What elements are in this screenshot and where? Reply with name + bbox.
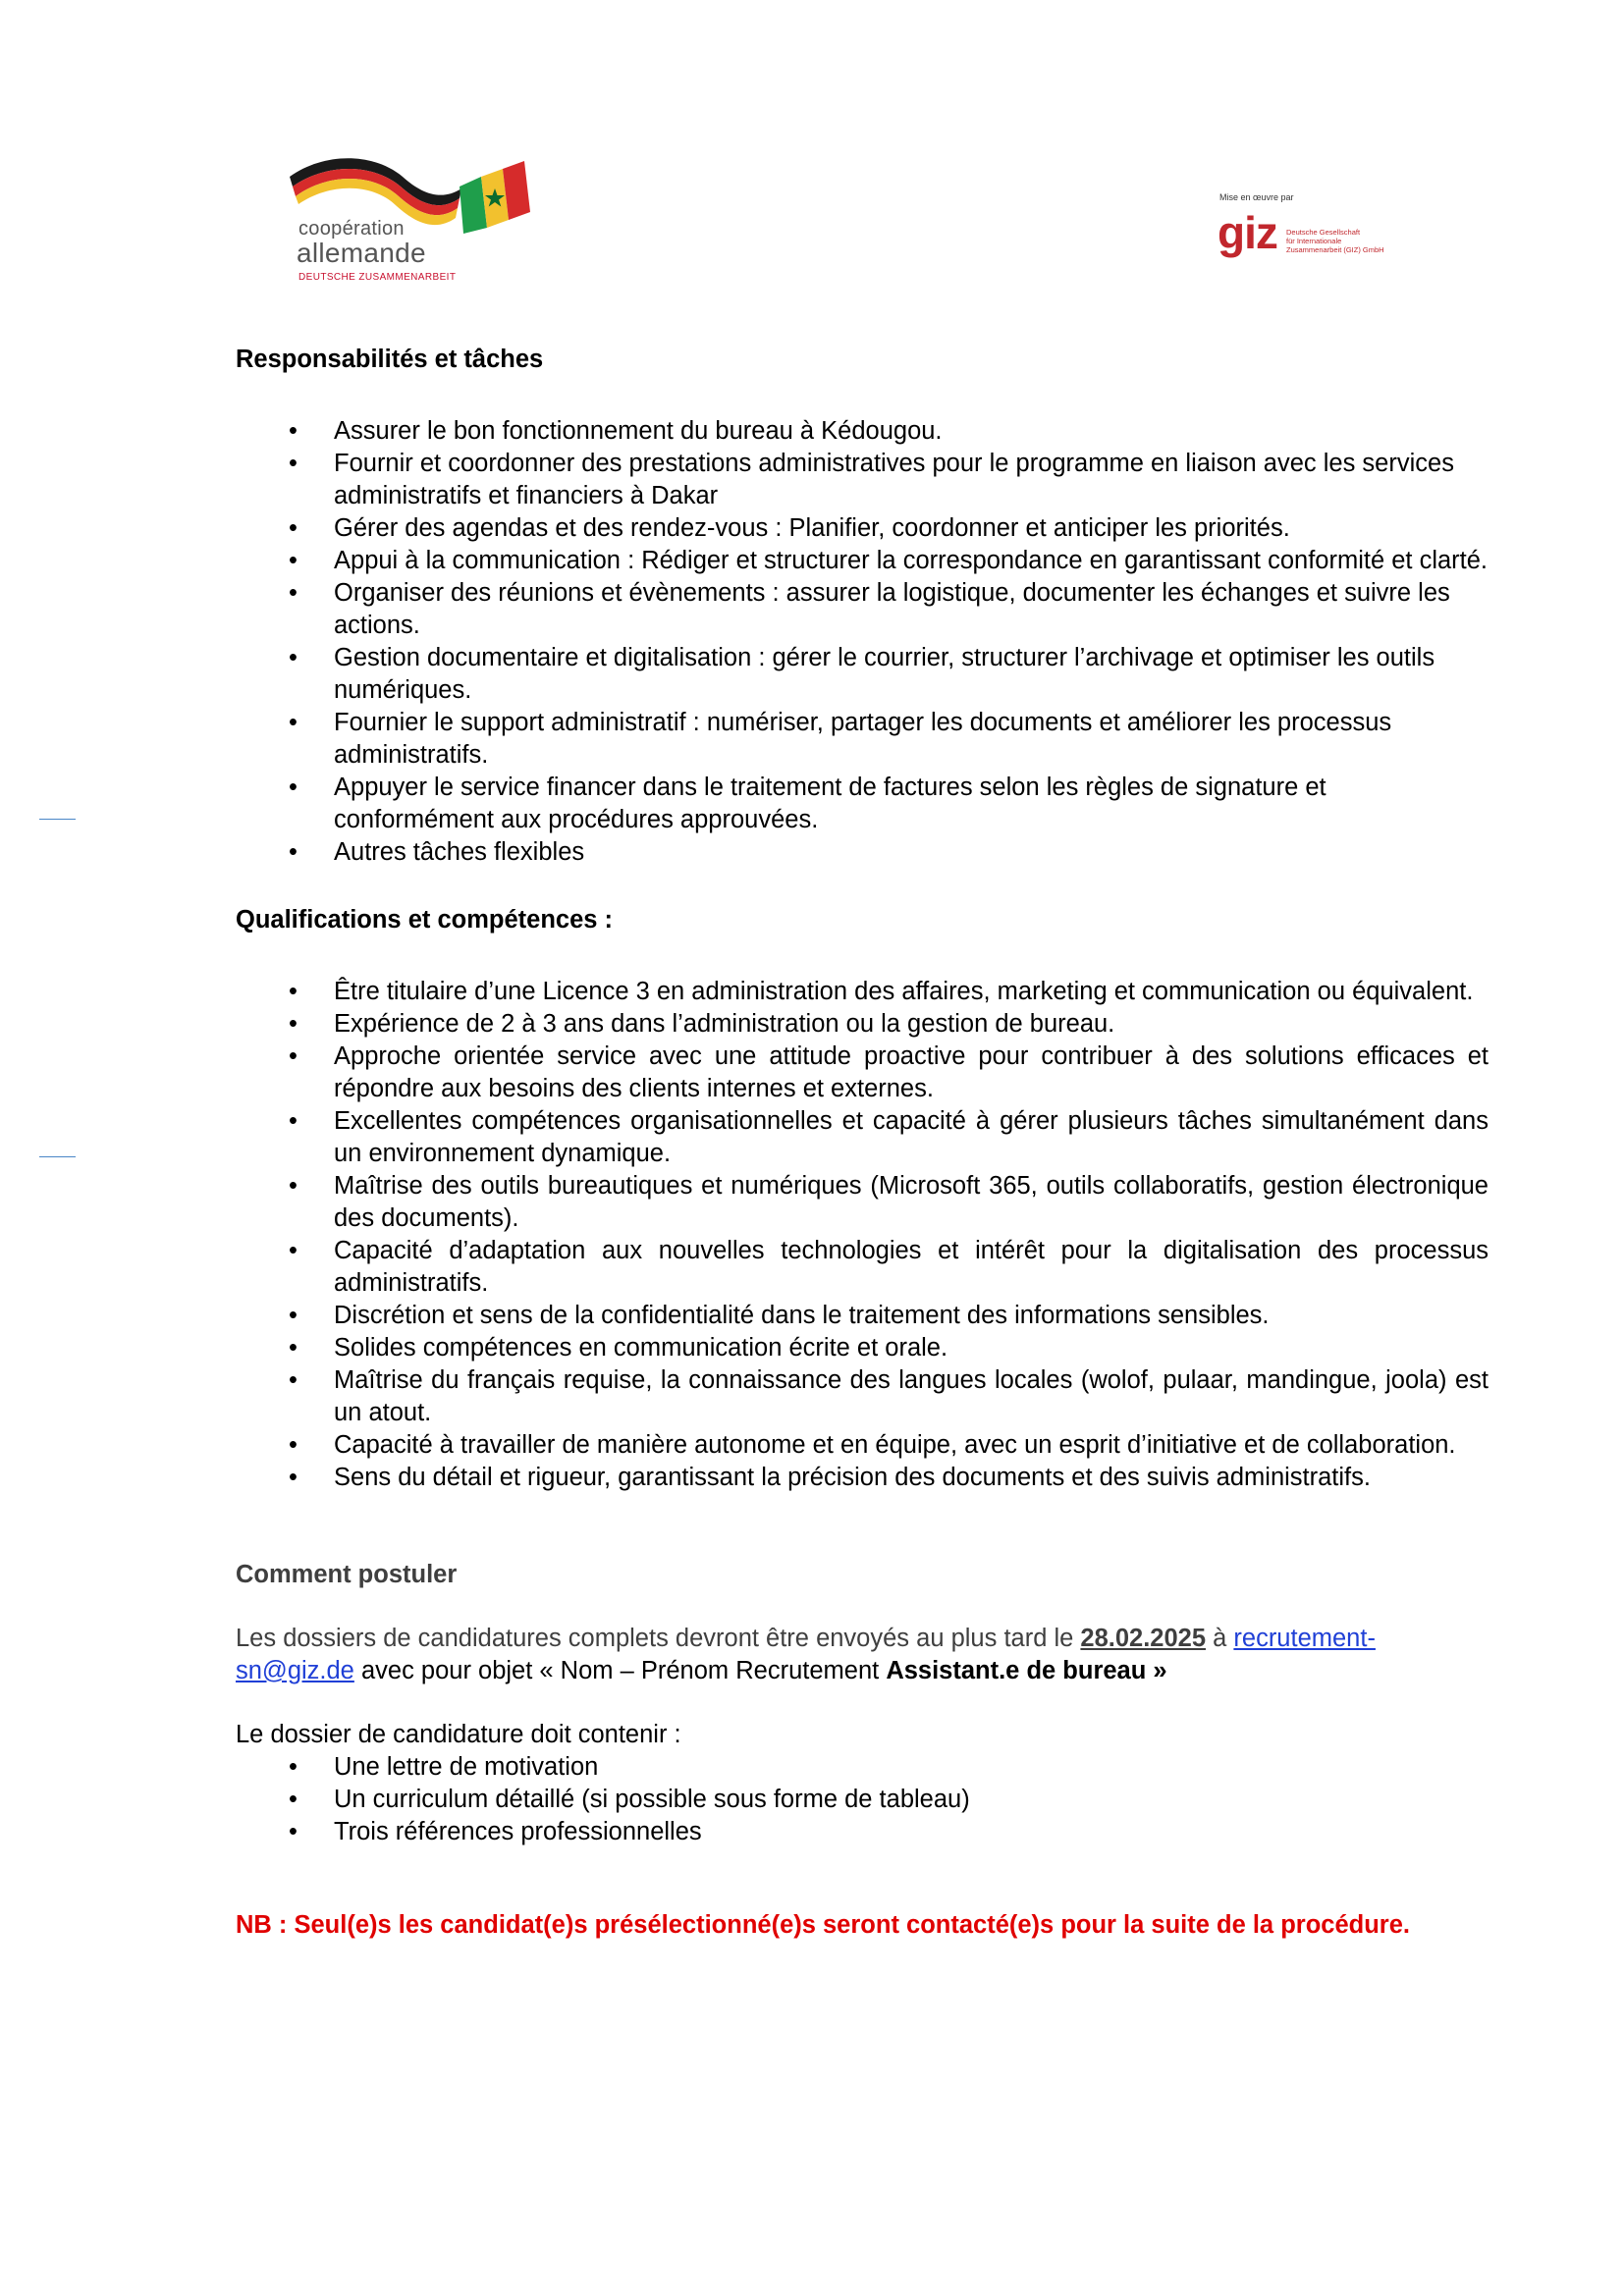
apply-title: Comment postuler bbox=[236, 1561, 458, 1588]
qualifications-title: Qualifications et compétences : bbox=[236, 906, 614, 934]
list-item: • Capacité à travailler de manière autonome et en équipe, avec un esprit d’initiative et de collaboration. bbox=[236, 1429, 1489, 1462]
list-item: • Appui à la communication : Rédiger et structurer la correspondance en garantissant conformité et clarté. bbox=[236, 545, 1489, 577]
list-item: • Expérience de 2 à 3 ans dans l’administration ou la gestion de bureau. bbox=[236, 1008, 1489, 1041]
nb-notice: NB : Seul(e)s les candidat(e)s présélectionné(e)s seront contacté(e)s pour la suite de la procédure. bbox=[236, 1911, 1410, 1939]
apply-paragraph: Les dossiers de candidatures complets devront être envoyés au plus tard le 28.02.2025 à recrutement-sn@giz.de avec pour objet « Nom – Prénom Recrutement Assistant.e de bureau » bbox=[236, 1625, 1376, 1684]
cooperation-text: coopération bbox=[298, 218, 405, 240]
list-item: • Être titulaire d’une Licence 3 en administration des affaires, marketing et communication ou équivalent. bbox=[236, 976, 1489, 1008]
list-item: • Gérer des agendas et des rendez-vous : Planifier, coordonner et anticiper les priorités. bbox=[236, 512, 1489, 545]
responsibilities-list bbox=[236, 415, 1489, 869]
giz-subtitle: Deutsche Gesellschaft für Internationale Zusammenarbeit (GIZ) GmbH bbox=[1286, 228, 1384, 254]
deutsche-zusammenarbeit-text: DEUTSCHE ZUSAMMENARBEIT bbox=[298, 272, 457, 283]
list-item: • Approche orientée service avec une attitude proactive pour contribuer à des solutions efficaces et répondre aux besoins des clients internes et externes. bbox=[236, 1041, 1489, 1105]
list-item: • Appuyer le service financer dans le traitement de factures selon les règles de signature et conformément aux procédures approuvées. bbox=[236, 772, 1489, 836]
list-item: • Une lettre de motivation bbox=[236, 1751, 1489, 1784]
qualifications-list bbox=[236, 976, 1489, 1494]
list-item: • Fournir et coordonner des prestations administratives pour le programme en liaison avec les services administratifs et financiers à Dakar bbox=[236, 448, 1489, 512]
deadline-date: 28.02.2025 bbox=[1080, 1625, 1207, 1652]
list-item: • Sens du détail et rigueur, garantissant la précision des documents et des suivis administratifs. bbox=[236, 1462, 1489, 1494]
margin-mark bbox=[39, 819, 76, 820]
list-item: • Fournier le support administratif : numériser, partager les documents et améliorer les processus administratifs. bbox=[236, 707, 1489, 772]
dossier-list bbox=[236, 1751, 1489, 1848]
list-item: • Maîtrise du français requise, la connaissance des langues locales (wolof, pulaar, mandingue, joola) est un atout. bbox=[236, 1364, 1489, 1429]
list-item: • Assurer le bon fonctionnement du bureau à Kédougou. bbox=[236, 415, 1489, 448]
list-item: • Maîtrise des outils bureautiques et numériques (Microsoft 365, outils collaboratifs, gestion électronique des documents). bbox=[236, 1170, 1489, 1235]
list-item: • Capacité d’adaptation aux nouvelles technologies et intérêt pour la digitalisation des processus administratifs. bbox=[236, 1235, 1489, 1300]
list-item: • Trois références professionnelles bbox=[236, 1816, 1489, 1848]
responsibilities-title: Responsabilités et tâches bbox=[236, 346, 544, 373]
list-item: • Un curriculum détaillé (si possible sous forme de tableau) bbox=[236, 1784, 1489, 1816]
list-item: • Autres tâches flexibles bbox=[236, 836, 1489, 869]
list-item: • Excellentes compétences organisationnelles et capacité à gérer plusieurs tâches simultanément dans un environnement dynamique. bbox=[236, 1105, 1489, 1170]
giz-caption: Mise en œuvre par bbox=[1219, 192, 1294, 202]
list-item: • Organiser des réunions et évènements : assurer la logistique, documenter les échanges et suivre les actions. bbox=[236, 577, 1489, 642]
dossier-intro: Le dossier de candidature doit contenir : bbox=[236, 1721, 681, 1748]
list-item: • Gestion documentaire et digitalisation : gérer le courrier, structurer l’archivage et optimiser les outils numériques. bbox=[236, 642, 1489, 707]
giz-logo bbox=[1218, 192, 1414, 271]
list-item: • Discrétion et sens de la confidentialité dans le traitement des informations sensibles. bbox=[236, 1300, 1489, 1332]
list-item: • Solides compétences en communication écrite et orale. bbox=[236, 1332, 1489, 1364]
giz-wordmark: giz bbox=[1218, 207, 1277, 258]
recruitment-email-link[interactable]: recrutement-sn@giz.de bbox=[236, 1625, 1376, 1684]
cooperation-allemande-logo bbox=[285, 147, 530, 285]
margin-mark bbox=[39, 1156, 76, 1157]
document-content bbox=[236, 344, 1489, 1942]
job-title: Assistant.e de bureau bbox=[886, 1657, 1147, 1684]
allemande-text: allemande bbox=[297, 238, 426, 268]
